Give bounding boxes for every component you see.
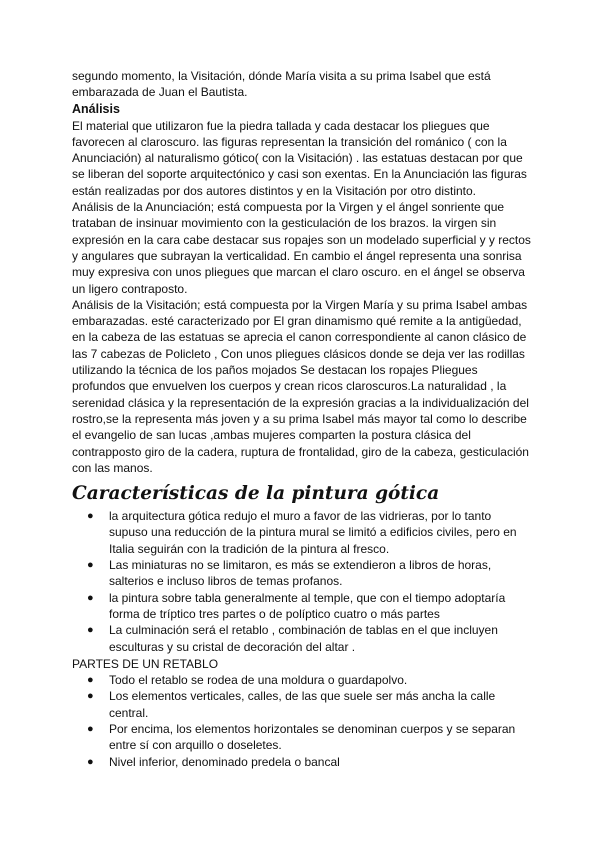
list-item-text: la pintura sobre tabla generalmente al temple, que con el tiempo adoptaría forma de tríptico tres partes o de políptico cuatro o más partes bbox=[109, 590, 506, 621]
list-item bbox=[72, 622, 532, 655]
list-item bbox=[72, 590, 532, 623]
bullet-icon: ● bbox=[87, 591, 94, 604]
list-item-text: Nivel inferior, denominado predela o bancal bbox=[109, 754, 340, 769]
list-item bbox=[72, 557, 532, 590]
gothic-painting-list bbox=[72, 508, 532, 655]
list-item bbox=[72, 672, 532, 688]
analysis-paragraph-anunciacion: Análisis de la Anunciación; está compuesta por la Virgen y el ángel sonriente que trataban de insinuar movimiento con la gesticulación de los brazos. la virgen sin expresión en la cara cabe destacar sus ropajes son un modelado superficial y y rectos y angulares que subrayan la verticalidad. En cambio el ángel representa una sonrisa muy expresiva con unos pliegues que marcan el claro oscuro. en el ángel se observa un ligero contraposto. bbox=[72, 200, 531, 296]
list-item-text: Las miniaturas no se limitaron, es más se extendieron a libros de horas, salterios e incluso libros de temas profanos. bbox=[109, 558, 492, 589]
retablo-heading: PARTES DE UN RETABLO bbox=[72, 656, 219, 671]
analysis-paragraph-material: El material que utilizaron fue la piedra tallada y cada destacar los pliegues que favorecen al claroscuro. las figuras representan la transición del románico ( con la Anunciación) al naturalismo gótico( con la Visitación) . las estatuas destacan por que se liberan del soporte arquitectónico y casi son exentas. En la Anunciación las figuras están realizadas por dos autores distintos y en la Visitación por otro distinto. bbox=[72, 118, 527, 198]
bullet-icon: ● bbox=[87, 559, 94, 572]
retablo-list bbox=[72, 672, 532, 770]
bullet-icon: ● bbox=[87, 690, 94, 703]
list-item-text: la arquitectura gótica redujo el muro a favor de las vidrieras, por lo tanto supuso una reducción de la pintura mural se limitó a edificios civiles, pero en Italia seguirán con la tradición de la pintura al fresco. bbox=[109, 509, 517, 556]
list-item bbox=[72, 508, 532, 557]
bullet-icon: ● bbox=[87, 624, 94, 637]
analysis-heading: Análisis bbox=[72, 101, 120, 116]
analysis-paragraph-visitacion: Análisis de la Visitación; está compuesta por la Virgen María y su prima Isabel ambas embarazadas. esté caracterizado por El gran dinamismo qué remite a la antigüedad, en la cabeza de las estatuas se aprecia el canon correspondiente al canon clásico de las 7 cabezas de Policleto , Con unos pliegues clásicos donde se deja ver las rodillas utilizando la técnica de los paños mojados Se destacan los ropajes Pliegues profundos que envuelven los cuerpos y crean ricos claroscuros.La naturalidad , la serenidad clásica y la representación de la expresión gracias a la individualización del rostro,se la representa más joven y a su prima Isabel más mayor tal como lo describe el evangelio de san lucas ,ambas mujeres comparten la postura clásica del contrapposto giro de la cadera, ruptura de frontalidad, giro de la cabeza, gesticulación con las manos. bbox=[72, 297, 529, 475]
bullet-icon: ● bbox=[87, 722, 94, 735]
list-item bbox=[72, 721, 532, 754]
bullet-icon: ● bbox=[87, 510, 94, 523]
intro-paragraph: segundo momento, la Visitación, dónde María visita a su prima Isabel que está embarazada de Juan el Bautista. bbox=[72, 69, 491, 100]
list-item bbox=[72, 754, 532, 770]
gothic-painting-title: Características de la pintura gótica bbox=[72, 483, 440, 505]
list-item-text: Los elementos verticales, calles, de las que suele ser más ancha la calle central. bbox=[109, 689, 496, 720]
list-item bbox=[72, 688, 532, 721]
bullet-icon: ● bbox=[87, 755, 94, 768]
document-page bbox=[72, 68, 532, 770]
list-item-text: Todo el retablo se rodea de una moldura o guardapolvo. bbox=[109, 673, 408, 688]
list-item-text: La culminación será el retablo , combinación de tablas en el que incluyen esculturas y su cristal de decoración del altar . bbox=[109, 623, 498, 654]
bullet-icon: ● bbox=[87, 674, 94, 687]
list-item-text: Por encima, los elementos horizontales se denominan cuerpos y se separan entre sí con arquillo o doseletes. bbox=[109, 721, 516, 753]
